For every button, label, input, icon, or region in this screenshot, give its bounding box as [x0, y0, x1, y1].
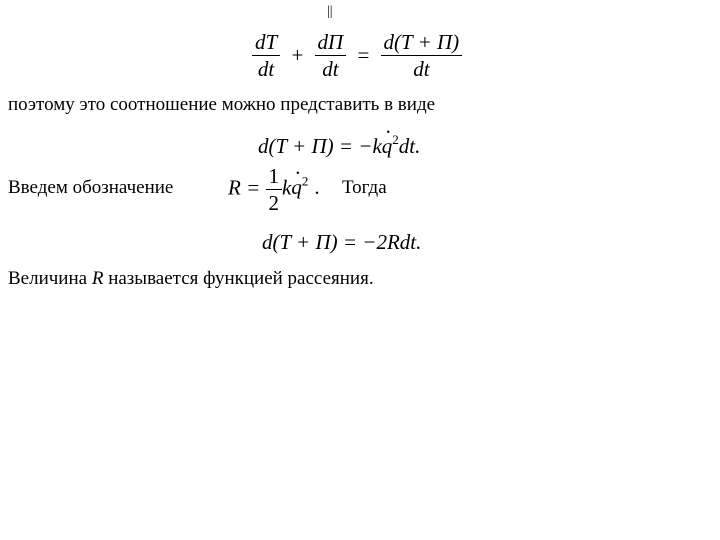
fraction-one-half [266, 164, 283, 215]
parallel-symbol: || [327, 4, 333, 19]
paragraph-line-1: поэтому это соотношение можно представить в виде [8, 94, 436, 115]
line3-R: R [91, 268, 104, 289]
numerator: dΠ [315, 30, 347, 56]
period: . [314, 175, 320, 200]
eq3-k: k [282, 175, 292, 200]
equation-differential [258, 132, 420, 159]
denominator: dt [257, 57, 275, 81]
q-dot: · q [291, 175, 302, 200]
paragraph-line-2-start: Введем обозначение [8, 177, 174, 198]
denominator: dt [413, 57, 430, 81]
eq2-rhs: dt. [398, 134, 421, 158]
paragraph-line-3 [8, 268, 374, 290]
fraction-dT-dt [252, 30, 280, 81]
denominator: 2 [268, 191, 279, 215]
numerator: dT [252, 30, 280, 56]
equation-R-definition [228, 164, 320, 215]
q-dot: · q [382, 134, 393, 159]
exponent: 2 [301, 173, 309, 189]
line3-pre: Величина [8, 268, 92, 289]
eq2-lhs: d(T + Π) = −k [258, 134, 382, 158]
eq3-lhs: R = [228, 175, 261, 200]
fraction-dPi-dt [315, 30, 347, 81]
plus-sign: + [291, 43, 304, 67]
equation-total-derivative [252, 30, 462, 81]
denominator: dt [322, 57, 339, 81]
equals-sign: = [357, 43, 370, 67]
line3-post: называется функцией рассеяния. [103, 268, 374, 289]
numerator: 1 [266, 164, 283, 190]
fraction-dTPi-dt [381, 30, 463, 81]
numerator: d(T + Π) [381, 30, 463, 56]
paragraph-line-2-end: Тогда [342, 177, 387, 198]
exponent: 2 [392, 132, 399, 147]
equation-dissipation: d(T + Π) = −2Rdt. [262, 230, 422, 254]
